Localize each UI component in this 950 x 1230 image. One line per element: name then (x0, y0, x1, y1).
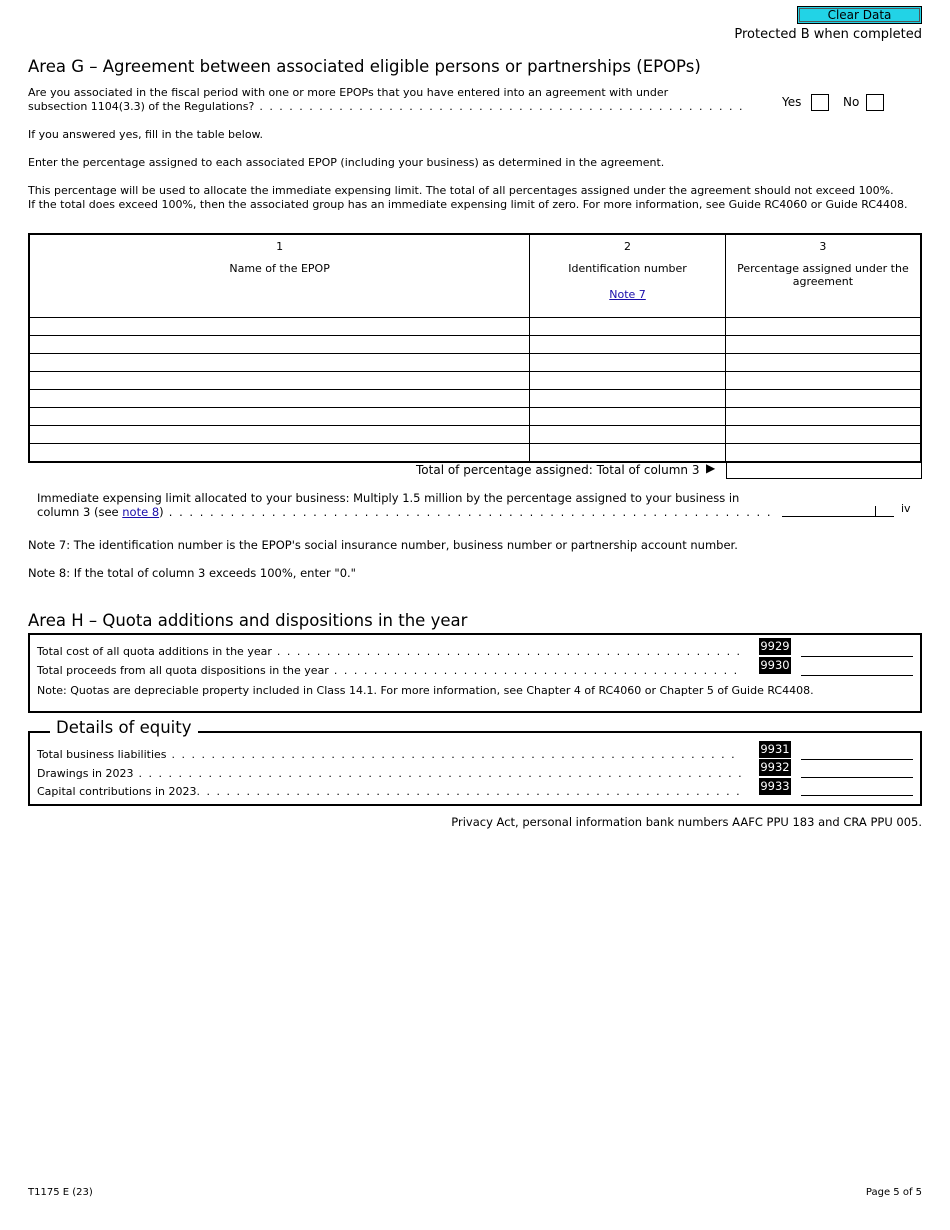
clear-data-button[interactable]: Clear Data (797, 6, 922, 24)
leader-dots: . . . . . . . . . . . . . . . . . . . . . . . . . . . . . . . . . . . . . . . . . . . . . . . . . (254, 100, 744, 113)
instruction-allocation-line1: This percentage will be used to allocate the immediate expensing limit. The total of all percentages assigned under the agreement should not exceed 100%. (28, 184, 894, 197)
epop-name-cell[interactable] (29, 372, 530, 390)
column-number: 2 (624, 240, 632, 253)
code-9931: 9931 (760, 742, 790, 756)
epop-question (28, 86, 744, 114)
quota-additions-field[interactable] (801, 656, 913, 657)
quota-additions-label: Total cost of all quota additions in the year (37, 645, 272, 658)
epop-question-line2-text: subsection 1104(3.3) of the Regulations? (28, 100, 255, 113)
business-liabilities-row (37, 748, 736, 761)
table-row (29, 426, 921, 444)
epop-percentage-cell[interactable] (725, 408, 921, 426)
column-header-name (29, 234, 530, 318)
epop-name-cell[interactable] (29, 408, 530, 426)
leader-dots: . . . . . . . . . . . . . . . . . . . . . . . . . . . . . . . . . . . . . . . . . . . . . . . . . . . . . . . . . . . (163, 505, 772, 519)
quota-dispositions-row (37, 664, 739, 677)
epop-question-line1: Are you associated in the fiscal period with one or more EPOPs that you have entered into an agreement with under (28, 86, 669, 99)
privacy-statement: Privacy Act, personal information bank numbers AAFC PPU 183 and CRA PPU 005. (451, 815, 922, 829)
column-header-percentage (725, 234, 921, 318)
epop-id-cell[interactable] (530, 354, 726, 372)
epop-id-cell[interactable] (530, 444, 726, 463)
capital-contributions-label: Capital contributions in 2023 (37, 785, 197, 798)
capital-contributions-field[interactable] (801, 795, 913, 796)
epop-percentage-cell[interactable] (725, 354, 921, 372)
instruction-allocation (28, 184, 908, 212)
column-label: Identification number (568, 262, 687, 275)
drawings-label: Drawings in 2023 (37, 767, 134, 780)
epop-name-cell[interactable] (29, 318, 530, 336)
column-label: Name of the EPOP (229, 262, 330, 275)
epop-percentage-cell[interactable] (725, 444, 921, 463)
arrow-right-icon: ▶ (706, 461, 716, 475)
immediate-expensing-text (37, 491, 772, 519)
epop-name-cell[interactable] (29, 354, 530, 372)
yes-label: Yes (782, 95, 802, 109)
note-8: Note 8: If the total of column 3 exceeds 100%, enter "0." (28, 566, 356, 580)
cents-divider (875, 506, 876, 516)
immediate-expensing-field[interactable] (782, 516, 894, 517)
epop-name-cell[interactable] (29, 426, 530, 444)
code-9929: 9929 (760, 639, 790, 653)
leader-dots: . . . . . . . . . . . . . . . . . . . . . . . . . . . . . . . . . . . . . . . . . . . . . . . . . . . . . . . . . (166, 748, 737, 761)
code-9930: 9930 (760, 658, 790, 672)
column-header-id (530, 234, 726, 318)
equity-title: Details of equity (50, 718, 198, 737)
instruction-fill-table: If you answered yes, fill in the table below. (28, 128, 264, 141)
no-checkbox[interactable] (866, 94, 884, 111)
immediate-expensing-prefix: column 3 (see (37, 505, 119, 519)
epop-percentage-cell[interactable] (725, 336, 921, 354)
total-percentage-label: Total of percentage assigned: Total of column 3 (416, 463, 700, 477)
table-row (29, 336, 921, 354)
note-8-link[interactable]: note 8 (122, 505, 160, 519)
epop-name-cell[interactable] (29, 336, 530, 354)
page-number: Page 5 of 5 (865, 1187, 922, 1198)
quota-additions-row (37, 645, 742, 658)
epop-name-cell[interactable] (29, 444, 530, 463)
epop-id-cell[interactable] (530, 390, 726, 408)
epop-question-line2 (28, 100, 744, 114)
immediate-expensing-line1: Immediate expensing limit allocated to your business: Multiply 1.5 million by the percentage assigned to your business in (37, 491, 740, 505)
form-id: T1175 E (23) (28, 1187, 93, 1198)
column-number: 3 (819, 240, 827, 253)
epop-id-cell[interactable] (530, 336, 726, 354)
epop-percentage-cell[interactable] (725, 426, 921, 444)
epop-table (28, 233, 922, 463)
leader-dots: . . . . . . . . . . . . . . . . . . . . . . . . . . . . . . . . . . . . . . . . . . . . . . . (271, 645, 742, 658)
leader-dots: . . . . . . . . . . . . . . . . . . . . . . . . . . . . . . . . . . . . . . . . . . . . . . . . . . . . . . . . . . . . . (133, 767, 744, 780)
code-9933: 9933 (760, 779, 790, 793)
epop-percentage-cell[interactable] (725, 372, 921, 390)
leader-dots: . . . . . . . . . . . . . . . . . . . . . . . . . . . . . . . . . . . . . . . . . (328, 664, 739, 677)
business-liabilities-field[interactable] (801, 759, 913, 760)
table-row (29, 372, 921, 390)
drawings-field[interactable] (801, 777, 913, 778)
epop-percentage-cell[interactable] (725, 318, 921, 336)
column-label: Percentage assigned under the agreement (737, 262, 909, 288)
immediate-expensing-line2 (37, 505, 772, 519)
instruction-allocation-line2: If the total does exceed 100%, then the associated group has an immediate expensing limit of zero. For more information, see Guide RC4060 or Guide RC4408. (28, 198, 908, 211)
protected-label: Protected B when completed (734, 27, 922, 42)
instruction-enter-percentage: Enter the percentage assigned to each associated EPOP (including your business) as determined in the agreement. (28, 156, 665, 169)
table-row (29, 408, 921, 426)
quota-dispositions-label: Total proceeds from all quota dispositions in the year (37, 664, 329, 677)
line-iv-label: iv (901, 502, 911, 515)
table-row (29, 390, 921, 408)
epop-name-cell[interactable] (29, 390, 530, 408)
table-row (29, 318, 921, 336)
total-percentage-field[interactable] (726, 461, 922, 479)
yes-checkbox[interactable] (811, 94, 829, 111)
epop-id-cell[interactable] (530, 408, 726, 426)
area-h-title: Area H – Quota additions and dispositions in the year (28, 611, 468, 630)
epop-id-cell[interactable] (530, 426, 726, 444)
epop-table-header (29, 234, 921, 318)
epop-percentage-cell[interactable] (725, 390, 921, 408)
quota-note: Note: Quotas are depreciable property included in Class 14.1. For more information, see Chapter 4 of RC4060 or Chapter 5 of Guide RC4408. (37, 684, 814, 697)
epop-id-cell[interactable] (530, 372, 726, 390)
column-number: 1 (276, 240, 284, 253)
no-label: No (843, 95, 860, 109)
table-row (29, 444, 921, 463)
leader-dots: . . . . . . . . . . . . . . . . . . . . . . . . . . . . . . . . . . . . . . . . . . . . . . . . . . . . . . . (196, 785, 742, 798)
note-7-link[interactable]: Note 7 (609, 288, 646, 301)
business-liabilities-label: Total business liabilities (37, 748, 167, 761)
table-row (29, 354, 921, 372)
immediate-expensing-close: ) (159, 505, 164, 519)
area-g-title: Area G – Agreement between associated eligible persons or partnerships (EPOPs) (28, 57, 701, 76)
epop-id-cell[interactable] (530, 318, 726, 336)
drawings-row (37, 767, 743, 780)
note-7: Note 7: The identification number is the EPOP's social insurance number, business number or partnership account number. (28, 538, 738, 552)
quota-dispositions-field[interactable] (801, 675, 913, 676)
capital-contributions-row (37, 785, 741, 798)
code-9932: 9932 (760, 760, 790, 774)
